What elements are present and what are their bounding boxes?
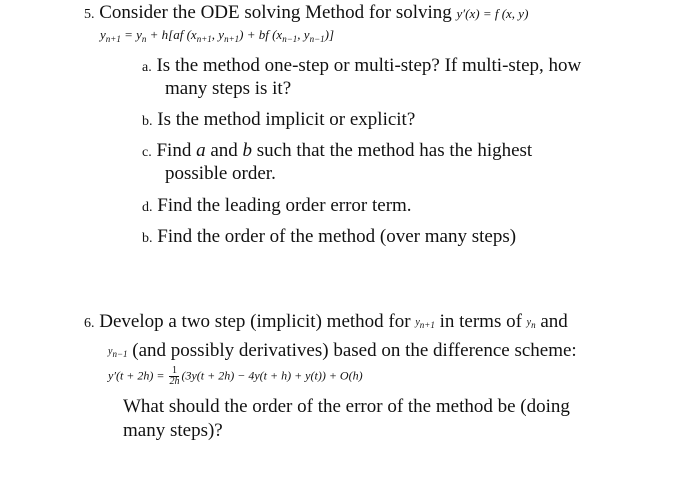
item-text: Is the method one-step or multi-step? If multi-step, how (156, 55, 582, 76)
question-text: in terms of (439, 311, 522, 332)
question-intro: Consider the ODE solving Method for solving (99, 2, 452, 23)
question-number: 5. (84, 7, 95, 22)
question-text: Develop a two step (implicit) method for (99, 311, 411, 332)
item-marker: b. (142, 114, 153, 129)
question-6-line-3 (123, 396, 570, 418)
item-marker: c. (142, 145, 152, 160)
item-marker: b. (142, 231, 153, 246)
item-text: Is the method implicit or explicit? (157, 109, 416, 130)
question-number: 6. (84, 316, 95, 331)
question-text: and (540, 311, 568, 332)
fraction: $\frac{1}{2h}$ (169, 365, 180, 387)
difference-scheme: y′(t + 2h) = $\frac{1}{2h}$ (3y(t + 2h) − 4y(t + h) + y(t)) + O(h) (108, 365, 363, 387)
item-marker: d. (142, 200, 153, 215)
item-e (142, 226, 516, 248)
question-text: What should the order of the error of the method be (doing (123, 396, 570, 417)
question-6-line-1 (84, 311, 568, 333)
var-y-next: yn+1 (415, 317, 435, 330)
question-text: (and possibly derivatives) based on the difference scheme: (132, 340, 577, 361)
var-y-n: yn (526, 317, 536, 330)
item-text: Find a and b such that the method has the highest (156, 140, 533, 161)
question-6-line-2 (108, 340, 577, 362)
item-marker: a. (142, 60, 152, 75)
item-text: Find the leading order error term. (157, 195, 412, 216)
question-6-line-4 (123, 420, 223, 442)
item-c (142, 140, 532, 162)
method-formula: $y_{n+1} = y_n + h[af$ ($x_{n+1}$, $y_{n+1}$) + bf ($x_{n-1}$, $y_{n-1}$)] (100, 27, 335, 44)
item-a-cont (165, 78, 291, 100)
item-text: possible order. (165, 163, 276, 184)
item-text: Find the order of the method (over many steps) (157, 226, 517, 247)
question-text: many steps)? (123, 420, 223, 441)
item-b (142, 109, 415, 131)
item-c-cont (165, 163, 276, 185)
ode-equation: y′(x) = f (x, y) (456, 6, 529, 21)
var-y-prev: yn−1 (108, 346, 128, 359)
item-a (142, 55, 581, 77)
item-d (142, 195, 412, 217)
question-5-header (84, 2, 528, 24)
item-text: many steps is it? (165, 78, 292, 99)
